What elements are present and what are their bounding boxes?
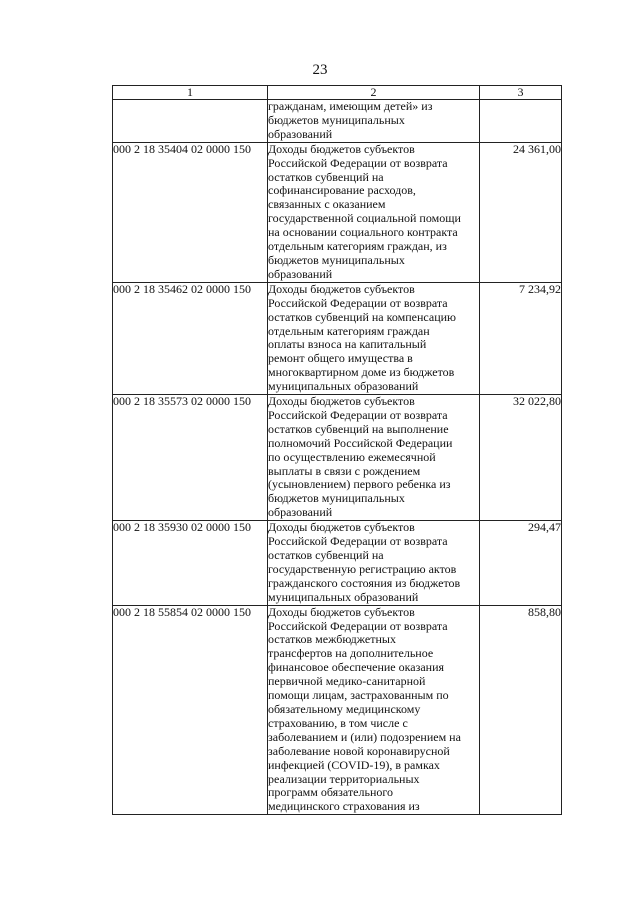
table-row-continuation	[113, 100, 562, 143]
description-cell	[268, 100, 480, 143]
description-line: ремонт общего имущества в	[268, 351, 413, 366]
amount-cell: 32 022,80	[480, 395, 562, 521]
description-line: страхованию, в том числе с	[268, 715, 408, 730]
description-cell	[268, 521, 480, 605]
amount-cell: 7 234,92	[480, 282, 562, 394]
description-line: по осуществлению ежемесячной	[268, 449, 436, 464]
description-line: Доходы бюджетов субъектов	[268, 604, 415, 619]
column-header-1: 1	[113, 86, 268, 100]
table-row	[113, 521, 562, 605]
description-line: Доходы бюджетов субъектов	[268, 281, 415, 296]
table-header-row	[113, 86, 562, 100]
description-line: Доходы бюджетов субъектов	[268, 141, 415, 156]
table-row	[113, 605, 562, 815]
description-line: государственной социальной помощи	[268, 211, 461, 226]
description-line: Российской Федерации от возврата	[268, 534, 448, 549]
description-cell	[268, 605, 480, 815]
description-line: многоквартирном доме из бюджетов	[268, 365, 455, 380]
description-line: софинансирование расходов,	[268, 183, 416, 198]
description-line: образований	[268, 126, 333, 141]
description-line: (усыновлением) первого ребенка из	[268, 477, 451, 492]
description-line: Российской Федерации от возврата	[268, 407, 448, 422]
description-line: связанных с оказанием	[268, 197, 386, 212]
description-line: остатков субвенций на компенсацию	[268, 309, 456, 324]
description-line: Российской Федерации от возврата	[268, 295, 448, 310]
table-row	[113, 395, 562, 521]
description-line: обязательному медицинскому	[268, 701, 421, 716]
column-header-2: 2	[268, 86, 480, 100]
description-line: финансовое обеспечение оказания	[268, 660, 445, 675]
description-line: Российской Федерации от возврата	[268, 155, 448, 170]
description-line: заболеванием и (или) подозрением на	[268, 729, 461, 744]
description-cell	[268, 282, 480, 394]
description-line: государственную регистрацию актов	[268, 561, 457, 576]
description-line: помощи лицам, застрахованным по	[268, 688, 449, 703]
description-line: медицинского страхования из	[268, 799, 420, 814]
description-line: муниципальных образований	[268, 589, 419, 604]
description-line: трансфертов на дополнительное	[268, 646, 434, 661]
description-line: Доходы бюджетов субъектов	[268, 394, 415, 409]
description-line: первичной медико-санитарной	[268, 674, 426, 689]
amount-cell: 858,80	[480, 605, 562, 815]
description-line: бюджетов муниципальных	[268, 252, 405, 267]
column-header-3: 3	[480, 86, 562, 100]
description-line: на основании социального контракта	[268, 225, 458, 240]
description-line: оплаты взноса на капитальный	[268, 337, 427, 352]
code-cell: 000 2 18 35930 02 0000 150	[113, 521, 268, 605]
code-cell: 000 2 18 55854 02 0000 150	[113, 605, 268, 815]
table-row	[113, 142, 562, 282]
description-line: образований	[268, 505, 333, 520]
description-line: инфекцией (COVID-19), в рамках	[268, 757, 440, 772]
code-cell-empty	[113, 100, 268, 143]
amount-cell: 294,47	[480, 521, 562, 605]
budget-table	[112, 85, 562, 815]
description-line: гражданского состояния из бюджетов	[268, 575, 461, 590]
description-line: программ обязательного	[268, 785, 394, 800]
description-line: гражданам, имеющим детей» из	[268, 99, 433, 113]
description-line: образований	[268, 266, 333, 281]
description-line: отдельным категориям граждан	[268, 323, 430, 338]
description-line: реализации территориальных	[268, 771, 420, 786]
description-line: Доходы бюджетов субъектов	[268, 520, 415, 535]
description-line: заболевание новой коронавирусной	[268, 743, 450, 758]
description-line: остатков субвенций на	[268, 169, 384, 184]
description-cell	[268, 395, 480, 521]
description-line: остатков субвенций на выполнение	[268, 421, 449, 436]
description-line: остатков субвенций на	[268, 548, 384, 562]
page-number: 23	[312, 62, 328, 78]
code-cell: 000 2 18 35573 02 0000 150	[113, 395, 268, 521]
description-line: полномочий Российской Федерации	[268, 435, 453, 450]
description-cell	[268, 142, 480, 282]
description-line: отдельным категориям граждан, из	[268, 239, 447, 254]
code-cell: 000 2 18 35404 02 0000 150	[113, 142, 268, 282]
description-line: бюджетов муниципальных	[268, 491, 405, 506]
description-line: бюджетов муниципальных	[268, 112, 405, 127]
description-line: Российской Федерации от возврата	[268, 618, 448, 633]
description-line: муниципальных образований	[268, 379, 419, 394]
description-line: выплаты в связи с рождением	[268, 463, 421, 478]
description-line: остатков межбюджетных	[268, 632, 396, 647]
table-row	[113, 282, 562, 394]
code-cell: 000 2 18 35462 02 0000 150	[113, 282, 268, 394]
amount-cell: 24 361,00	[480, 142, 562, 282]
amount-cell-empty	[480, 100, 562, 143]
